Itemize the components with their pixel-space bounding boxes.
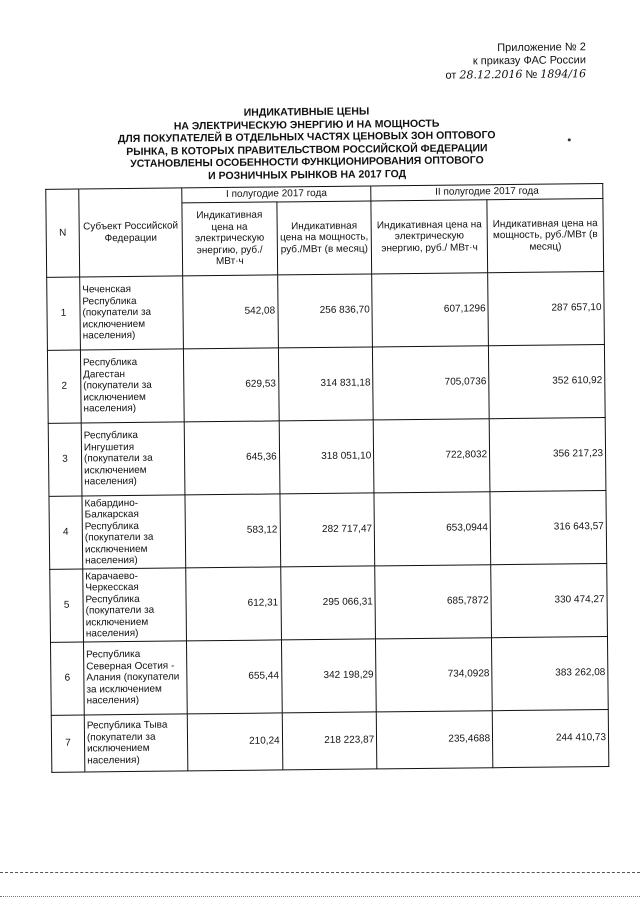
table-row bbox=[51, 709, 609, 772]
row-power-h1: 295 066,31 bbox=[280, 566, 375, 640]
row-region: Республика Ингушетия (покупатели за исключением населения) bbox=[81, 422, 185, 496]
header-half-1: I полугодие 2017 года bbox=[182, 186, 371, 203]
header-half-2: II полугодие 2017 года bbox=[371, 184, 603, 201]
row-power-h1: 282 717,47 bbox=[280, 493, 375, 567]
title-line-3: ДЛЯ ПОКУПАТЕЛЕЙ В ОТДЕЛЬНЫХ ЧАСТЯХ ЦЕНОВЫХ ЗОН ОПТОВОГО bbox=[117, 129, 496, 146]
row-power-h1: 256 836,70 bbox=[277, 274, 372, 348]
row-region: Республика Дагестан (покупатели за исключением населения) bbox=[80, 349, 184, 423]
header-energy-2: Индикативная цена на электрическую энергию, руб./ МВт·ч bbox=[371, 200, 488, 274]
document-title bbox=[96, 104, 517, 183]
scan-edge-line bbox=[0, 872, 640, 875]
row-power-h2: 316 643,57 bbox=[490, 491, 607, 565]
row-energy-h2: 705,0736 bbox=[373, 346, 490, 420]
appendix-line-2: к приказу ФАС России bbox=[472, 54, 586, 68]
row-energy-h1: 583,12 bbox=[185, 494, 280, 568]
header-energy-1: Индикативная цена на электрическую энергию, руб./ МВт·ч bbox=[182, 202, 277, 276]
row-energy-h1: 210,24 bbox=[187, 713, 282, 771]
row-number: 1 bbox=[47, 277, 81, 350]
row-energy-h2: 734,0928 bbox=[376, 638, 493, 712]
scan-bottom-line bbox=[0, 896, 640, 898]
prices-table bbox=[45, 183, 609, 773]
row-energy-h2: 685,7872 bbox=[375, 565, 492, 639]
table-row bbox=[50, 564, 608, 643]
row-energy-h2: 653,0944 bbox=[374, 492, 491, 566]
table-row bbox=[49, 491, 607, 570]
appendix-note bbox=[436, 41, 586, 83]
row-energy-h1: 629,53 bbox=[183, 348, 278, 422]
title-line-4: РЫНКА, В КОТОРЫХ ПРАВИТЕЛЬСТВОМ РОССИЙСКОЙ ФЕДЕРАЦИИ bbox=[126, 141, 488, 158]
row-number: 5 bbox=[50, 569, 84, 642]
row-region: Республика Тыва (покупатели за исключением населения) bbox=[84, 714, 188, 772]
row-number: 4 bbox=[49, 496, 83, 569]
table-row bbox=[48, 418, 606, 497]
row-power-h2: 287 657,10 bbox=[488, 272, 605, 346]
header-power-2: Индикативная цена на мощность, руб./МВт (в месяц) bbox=[487, 199, 604, 273]
row-number: 2 bbox=[47, 350, 81, 423]
header-power-1: Индикативная цена на мощность, руб./МВт (в месяц) bbox=[277, 201, 372, 275]
header-subject: Субъект Российской Федерации bbox=[79, 188, 183, 277]
title-line-1: ИНДИКАТИВНЫЕ ЦЕНЫ bbox=[243, 105, 370, 119]
row-power-h2: 244 410,73 bbox=[492, 709, 609, 767]
row-number: 7 bbox=[51, 715, 85, 772]
appendix-line-1: Приложение № 2 bbox=[497, 41, 586, 55]
table-row bbox=[50, 636, 608, 715]
appendix-date-prefix: от bbox=[445, 69, 457, 82]
header-n: N bbox=[46, 189, 80, 277]
row-power-h2: 383 262,08 bbox=[492, 636, 609, 710]
appendix-number: 1894/16 bbox=[540, 67, 587, 81]
scan-speck bbox=[568, 138, 571, 141]
title-line-6: И РОЗНИЧНЫХ РЫНКОВ НА 2017 ГОД bbox=[208, 167, 407, 182]
appendix-number-sign: № bbox=[525, 68, 538, 81]
row-energy-h1: 612,31 bbox=[186, 567, 281, 641]
appendix-line-3 bbox=[436, 67, 586, 83]
row-region: Кабардино-Балкарская Республика (покупатели за исключением населения) bbox=[82, 495, 186, 569]
row-power-h2: 356 217,23 bbox=[489, 418, 606, 492]
row-region: Карачаево-Черкесская Республика (покупатели за исключением населения) bbox=[83, 568, 187, 642]
title-line-5: УСТАНОВЛЕНЫ ОСОБЕННОСТИ ФУНКЦИОНИРОВАНИЯ ОПТОВОГО bbox=[130, 154, 484, 170]
row-power-h1: 218 223,87 bbox=[282, 712, 377, 770]
row-energy-h1: 645,36 bbox=[184, 421, 279, 495]
row-region: Республика Северная Осетия - Алания (покупатели за исключением населения) bbox=[83, 641, 187, 715]
row-power-h1: 318 051,10 bbox=[279, 420, 374, 494]
appendix-date: 28.12.2016 bbox=[459, 67, 523, 82]
title-line-2: НА ЭЛЕКТРИЧЕСКУЮ ЭНЕРГИЮ И НА МОЩНОСТЬ bbox=[173, 117, 440, 133]
row-energy-h1: 542,08 bbox=[183, 275, 278, 349]
row-number: 3 bbox=[48, 423, 82, 496]
row-power-h2: 352 610,92 bbox=[488, 345, 605, 419]
row-energy-h2: 235,4688 bbox=[376, 711, 492, 769]
row-region: Чеченская Республика (покупатели за исключением населения) bbox=[80, 276, 184, 350]
row-power-h1: 314 831,18 bbox=[278, 347, 373, 421]
row-energy-h2: 607,1296 bbox=[372, 273, 489, 347]
row-energy-h2: 722,8032 bbox=[373, 419, 490, 493]
row-energy-h1: 655,44 bbox=[187, 640, 282, 714]
row-number: 6 bbox=[50, 642, 84, 715]
row-power-h2: 330 474,27 bbox=[491, 564, 608, 638]
table-row bbox=[47, 272, 605, 351]
row-power-h1: 342 198,29 bbox=[281, 639, 376, 713]
table-row bbox=[47, 345, 605, 424]
